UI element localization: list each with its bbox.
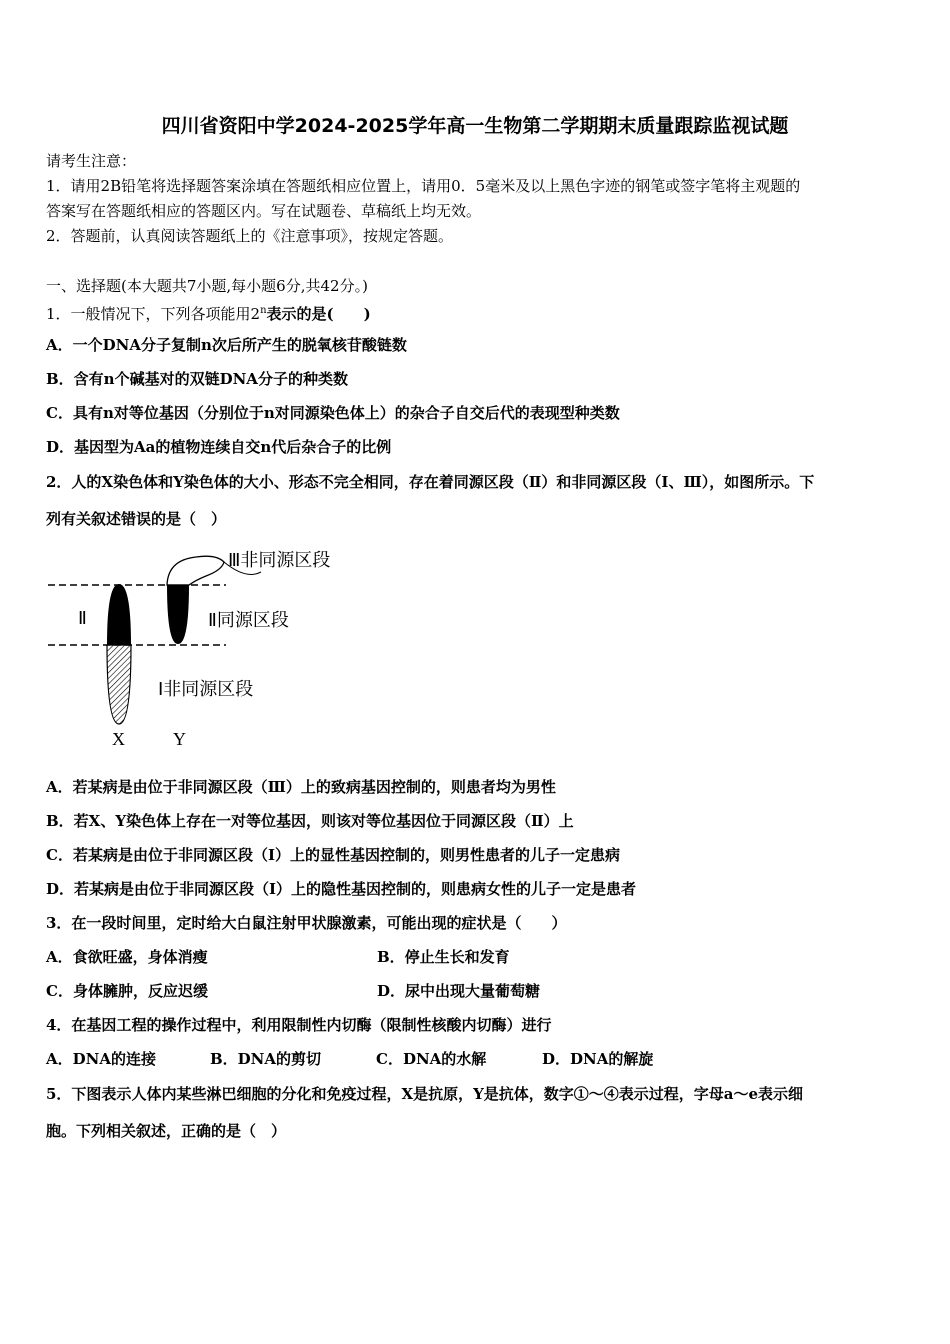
q5-stem-line1: 5．下图表示人体内某些淋巴细胞的分化和免疫过程，X是抗原，Y是抗体，数字①～④表示过程，字母a～e表示细 (46, 1085, 804, 1103)
label-region-ii: Ⅱ同源区段 (208, 610, 289, 630)
q4-option-d: D．DNA的解旋 (542, 1050, 654, 1068)
q4-option-a: A．DNA的连接 (46, 1050, 156, 1068)
q1-option-d: D．基因型为Aa的植物连续自交n代后杂合子的比例 (46, 438, 392, 456)
q1-stem-sup: n (260, 305, 267, 316)
q3-option-a: A．食欲旺盛，身体消瘦 (46, 948, 208, 966)
label-x: X (112, 729, 125, 749)
q3-options-row1 (46, 947, 510, 967)
xy-chromosome-figure (46, 548, 366, 754)
q3-option-d: D．尿中出现大量葡萄糖 (377, 982, 541, 1000)
q2-option-a: A．若某病是由位于非同源区段（Ⅲ）上的致病基因控制的，则患者均为男性 (46, 778, 556, 796)
notice-item-1: 1．请用2B铅笔将选择题答案涂填在答题纸相应位置上，请用0．5毫米及以上黑色字迹的钢笔或签字笔将主观题的 (46, 177, 801, 195)
y-chromosome (167, 556, 224, 644)
notice-item-1-cont: 答案写在答题纸相应的答题区内。写在试题卷、草稿纸上均无效。 (46, 202, 482, 220)
q1-stem-pre: 1．一般情况下，下列各项能用2 (46, 305, 261, 323)
q2-option-d: D．若某病是由位于非同源区段（Ⅰ）上的隐性基因控制的，则患病女性的儿子一定是患者 (46, 880, 637, 898)
label-y: Y (173, 729, 186, 749)
q5-stem-line2: 胞。下列相关叙述，正确的是（ ） (46, 1122, 287, 1140)
q1-option-a: A．一个DNA分子复制n次后所产生的脱氧核苷酸链数 (46, 336, 407, 354)
x-chromosome (107, 584, 131, 724)
q3-options-row2 (46, 981, 541, 1001)
q3-stem: 3．在一段时间里，定时给大白鼠注射甲状腺激素，可能出现的症状是（ ） (46, 914, 567, 932)
label-region-i: Ⅰ非同源区段 (158, 679, 254, 699)
section-heading: 一、选择题(本大题共7小题,每小题6分,共42分。) (46, 277, 368, 295)
q1-stem (46, 301, 371, 324)
q2-option-c: C．若某病是由位于非同源区段（Ⅰ）上的显性基因控制的，则男性患者的儿子一定患病 (46, 846, 620, 864)
notice-item-2: 2．答题前，认真阅读答题纸上的《注意事项》，按规定答题。 (46, 227, 454, 245)
q1-option-b: B．含有n个碱基对的双链DNA分子的种类数 (46, 370, 348, 388)
q4-stem: 4．在基因工程的操作过程中，利用限制性内切酶（限制性核酸内切酶）进行 (46, 1016, 552, 1034)
notice-heading: 请考生注意： (46, 152, 137, 170)
q1-stem-post: 表示的是( ) (266, 305, 371, 323)
q3-option-c: C．身体臃肿，反应迟缓 (46, 982, 208, 1000)
q3-option-b: B．停止生长和发育 (377, 948, 510, 966)
q2-stem-line1: 2．人的X染色体和Y染色体的大小、形态不完全相同，存在着同源区段（Ⅱ）和非同源区段（Ⅰ、Ⅲ），如图所示。下 (46, 473, 815, 491)
q4-option-b: B．DNA的剪切 (210, 1050, 322, 1068)
q2-option-b: B．若X、Y染色体上存在一对等位基因，则该对等位基因位于同源区段（Ⅱ）上 (46, 812, 574, 830)
q2-stem-line2: 列有关叙述错误的是（ ） (46, 510, 227, 528)
exam-title: 四川省资阳中学2024-2025学年高一生物第二学期期末质量跟踪监视试题 (161, 115, 789, 137)
q4-option-c: C．DNA的水解 (376, 1050, 487, 1068)
label-region-ii-left: Ⅱ (78, 608, 87, 628)
q1-option-c: C．具有n对等位基因（分别位于n对同源染色体上）的杂合子自交后代的表现型种类数 (46, 404, 620, 422)
label-region-iii: Ⅲ非同源区段 (228, 550, 331, 570)
